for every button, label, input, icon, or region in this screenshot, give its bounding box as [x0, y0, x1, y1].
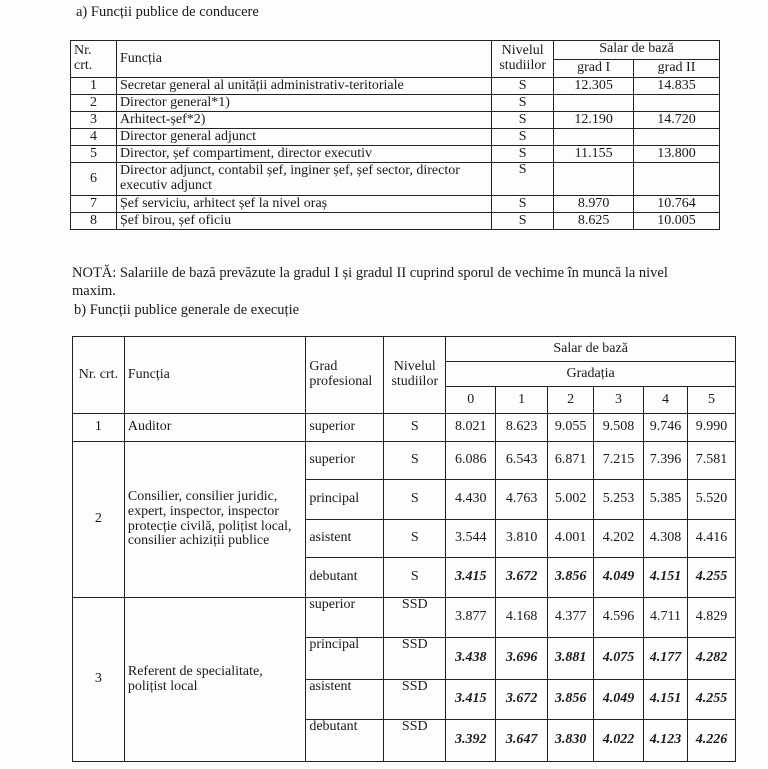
salary-gradatia-1: 3.672 — [496, 558, 548, 598]
salary-grad2 — [634, 95, 720, 112]
header-b-g0: 0 — [446, 387, 496, 414]
salary-gradatia-4: 7.396 — [644, 442, 688, 480]
row-number: 1 — [71, 78, 117, 95]
header-b-g5: 5 — [687, 387, 735, 414]
salary-gradatia-5: 4.282 — [687, 638, 735, 680]
row-number: 6 — [71, 163, 117, 196]
salary-gradatia-0: 6.086 — [446, 442, 496, 480]
table-row — [73, 442, 736, 480]
study-level: S — [384, 558, 446, 598]
study-level: S — [492, 146, 554, 163]
study-level: S — [492, 78, 554, 95]
salary-grad1 — [554, 129, 634, 146]
table-row — [73, 598, 736, 638]
salary-gradatia-3: 4.075 — [594, 638, 644, 680]
grad-profesional: debutant — [306, 558, 384, 598]
header-nr: Nr. crt. — [71, 41, 117, 78]
salary-gradatia-3: 4.049 — [594, 680, 644, 720]
header-b-functia: Funcția — [124, 337, 305, 414]
table-a-header-row-1 — [71, 41, 720, 60]
leadership-salary-table — [70, 40, 720, 230]
salary-gradatia-5: 4.829 — [687, 598, 735, 638]
row-number: 8 — [71, 213, 117, 230]
salary-gradatia-2: 4.377 — [548, 598, 594, 638]
header-grad1: grad I — [554, 59, 634, 78]
grad-profesional: superior — [306, 414, 384, 442]
salary-gradatia-5: 5.520 — [687, 480, 735, 520]
study-level: S — [492, 196, 554, 213]
salary-gradatia-1: 8.623 — [496, 414, 548, 442]
salary-grad1: 12.190 — [554, 112, 634, 129]
grad-profesional: principal — [306, 480, 384, 520]
study-level: S — [492, 129, 554, 146]
row-number: 4 — [71, 129, 117, 146]
header-b-g1: 1 — [496, 387, 548, 414]
grad-profesional: superior — [306, 442, 384, 480]
salary-gradatia-1: 4.763 — [496, 480, 548, 520]
header-b-grad-profesional: Grad profesional — [306, 337, 384, 414]
salary-gradatia-4: 4.151 — [644, 558, 688, 598]
row-number: 3 — [71, 112, 117, 129]
table-row — [71, 95, 720, 112]
salary-gradatia-5: 7.581 — [687, 442, 735, 480]
salary-grad2: 10.764 — [634, 196, 720, 213]
function-name: Șef serviciu, arhitect șef la nivel oraș — [116, 196, 491, 213]
salary-gradatia-5: 4.255 — [687, 680, 735, 720]
salary-gradatia-2: 3.856 — [548, 558, 594, 598]
salary-gradatia-4: 4.151 — [644, 680, 688, 720]
salary-grad2: 10.005 — [634, 213, 720, 230]
salary-grad2: 14.720 — [634, 112, 720, 129]
salary-gradatia-5: 4.226 — [687, 720, 735, 762]
row-number: 7 — [71, 196, 117, 213]
salary-grad1: 8.970 — [554, 196, 634, 213]
table-b-header-row-1 — [73, 337, 736, 362]
salary-gradatia-1: 3.810 — [496, 520, 548, 558]
salary-gradatia-2: 3.856 — [548, 680, 594, 720]
header-nivel: Nivelul studiilor — [492, 41, 554, 78]
grad-profesional: superior — [306, 598, 384, 638]
table-row — [71, 163, 720, 196]
header-functia: Funcția — [116, 41, 491, 78]
section-b-title: b) Funcții publice generale de execuție — [74, 302, 300, 318]
salary-gradatia-3: 4.202 — [594, 520, 644, 558]
function-name: Secretar general al unității administrativ-teritoriale — [116, 78, 491, 95]
grad-profesional: principal — [306, 638, 384, 680]
row-number: 5 — [71, 146, 117, 163]
salary-gradatia-3: 4.596 — [594, 598, 644, 638]
salary-gradatia-5: 4.255 — [687, 558, 735, 598]
group-function: Consilier, consilier juridic, expert, inspector, inspector protecție civilă, polițist local, consilier achiziții publice — [124, 442, 305, 598]
grad-profesional: asistent — [306, 680, 384, 720]
salary-gradatia-1: 3.647 — [496, 720, 548, 762]
salary-gradatia-3: 7.215 — [594, 442, 644, 480]
table-row — [71, 78, 720, 95]
salary-gradatia-0: 3.877 — [446, 598, 496, 638]
group-number: 3 — [73, 598, 125, 762]
table-row — [73, 414, 736, 442]
header-b-gradatia: Gradația — [446, 362, 736, 387]
study-level: S — [492, 163, 554, 196]
nota-text: NOTĂ: Salariile de bază prevăzute la gradul I și gradul II cuprind sporul de vechime în muncă la nivel maxim. — [72, 265, 668, 299]
study-level: S — [384, 520, 446, 558]
group-function: Referent de specialitate, polițist local — [124, 598, 305, 762]
header-b-nivel: Nivelul studiilor — [384, 337, 446, 414]
table-row — [71, 112, 720, 129]
header-b-g2: 2 — [548, 387, 594, 414]
salary-gradatia-4: 9.746 — [644, 414, 688, 442]
salary-gradatia-3: 9.508 — [594, 414, 644, 442]
salary-grad2: 14.835 — [634, 78, 720, 95]
salary-grad2: 13.800 — [634, 146, 720, 163]
table-row — [71, 196, 720, 213]
salary-gradatia-3: 5.253 — [594, 480, 644, 520]
function-name: Director adjunct, contabil șef, inginer șef, șef sector, director executiv adjunct — [116, 163, 491, 196]
salary-gradatia-0: 3.392 — [446, 720, 496, 762]
header-b-g3: 3 — [594, 387, 644, 414]
function-name: Director, șef compartiment, director executiv — [116, 146, 491, 163]
header-grad2: grad II — [634, 59, 720, 78]
salary-gradatia-0: 4.430 — [446, 480, 496, 520]
salary-gradatia-2: 3.830 — [548, 720, 594, 762]
study-level: S — [492, 213, 554, 230]
group-number: 1 — [73, 414, 125, 442]
salary-gradatia-4: 4.177 — [644, 638, 688, 680]
salary-gradatia-3: 4.022 — [594, 720, 644, 762]
header-b-g4: 4 — [644, 387, 688, 414]
salary-gradatia-1: 4.168 — [496, 598, 548, 638]
salary-gradatia-2: 3.881 — [548, 638, 594, 680]
grad-profesional: asistent — [306, 520, 384, 558]
salary-gradatia-2: 9.055 — [548, 414, 594, 442]
salary-grad1 — [554, 163, 634, 196]
salary-gradatia-0: 3.415 — [446, 558, 496, 598]
salary-gradatia-2: 4.001 — [548, 520, 594, 558]
salary-gradatia-1: 6.543 — [496, 442, 548, 480]
salary-gradatia-5: 9.990 — [687, 414, 735, 442]
row-number: 2 — [71, 95, 117, 112]
execution-salary-table — [72, 336, 736, 762]
salary-grad1: 11.155 — [554, 146, 634, 163]
function-name: Director general*1) — [116, 95, 491, 112]
study-level: SSD — [384, 680, 446, 720]
study-level: SSD — [384, 720, 446, 762]
salary-gradatia-4: 4.711 — [644, 598, 688, 638]
salary-gradatia-4: 4.308 — [644, 520, 688, 558]
salary-gradatia-1: 3.672 — [496, 680, 548, 720]
table-row — [71, 213, 720, 230]
salary-grad1 — [554, 95, 634, 112]
study-level: S — [492, 112, 554, 129]
salary-grad2 — [634, 163, 720, 196]
salary-gradatia-0: 8.021 — [446, 414, 496, 442]
salary-gradatia-4: 4.123 — [644, 720, 688, 762]
header-b-nr: Nr. crt. — [73, 337, 125, 414]
salary-gradatia-0: 3.415 — [446, 680, 496, 720]
section-a-title: a) Funcții publice de conducere — [76, 4, 259, 20]
grad-profesional: debutant — [306, 720, 384, 762]
table-row — [71, 129, 720, 146]
salary-grad1: 8.625 — [554, 213, 634, 230]
function-name: Arhitect-șef*2) — [116, 112, 491, 129]
study-level: S — [384, 480, 446, 520]
salary-grad1: 12.305 — [554, 78, 634, 95]
salary-gradatia-1: 3.696 — [496, 638, 548, 680]
salary-gradatia-5: 4.416 — [687, 520, 735, 558]
group-number: 2 — [73, 442, 125, 598]
salary-gradatia-2: 6.871 — [548, 442, 594, 480]
table-row — [71, 146, 720, 163]
study-level: SSD — [384, 598, 446, 638]
study-level: SSD — [384, 638, 446, 680]
group-function: Auditor — [124, 414, 305, 442]
study-level: S — [384, 414, 446, 442]
function-name: Șef birou, șef oficiu — [116, 213, 491, 230]
study-level: S — [492, 95, 554, 112]
salary-grad2 — [634, 129, 720, 146]
salary-gradatia-4: 5.385 — [644, 480, 688, 520]
salary-gradatia-2: 5.002 — [548, 480, 594, 520]
header-salar: Salar de bază — [554, 41, 720, 60]
salary-gradatia-3: 4.049 — [594, 558, 644, 598]
study-level: S — [384, 442, 446, 480]
function-name: Director general adjunct — [116, 129, 491, 146]
salary-gradatia-0: 3.544 — [446, 520, 496, 558]
salary-gradatia-0: 3.438 — [446, 638, 496, 680]
header-b-salar: Salar de bază — [446, 337, 736, 362]
